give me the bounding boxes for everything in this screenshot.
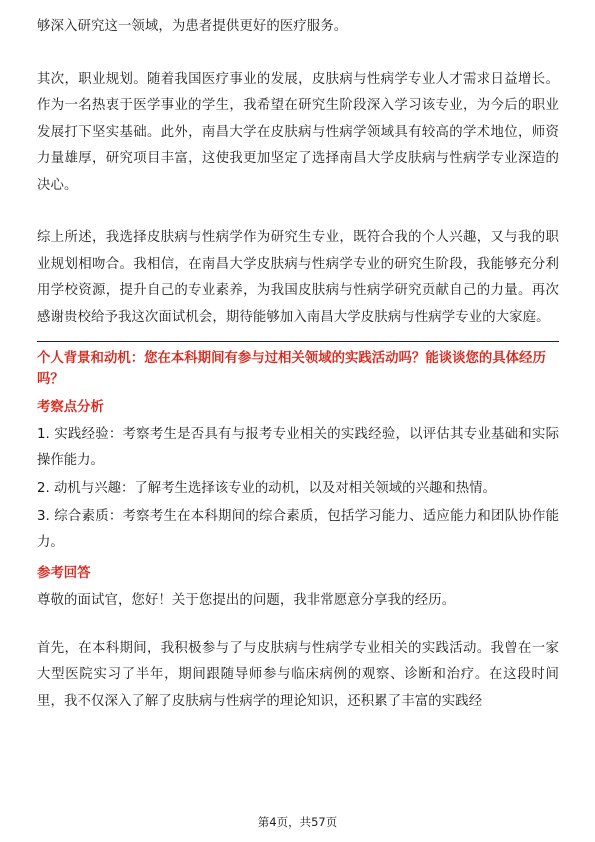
section-divider	[37, 341, 559, 342]
answer-paragraph: 首先，在本科期间，我积极参与了与皮肤病与性病学专业相关的实践活动。我曾在一家大型医院实习了半年，期间跟随导师参与临床病例的观察、诊断和治疗。在这段时间里，我不仅深入了解了皮肤病与性病学的理论知识，还积累了丰富的实践经	[37, 640, 559, 709]
analysis-item: 3. 综合素质：考察考生在本科期间的综合素质，包括学习能力、适应能力和团队协作能力。	[37, 509, 559, 550]
body-paragraph: 够深入研究这一领域，为患者提供更好的医疗服务。	[37, 19, 348, 34]
analysis-item: 1. 实践经验：考察考生是否具有与报考专业相关的实践经验，以评估其专业基础和实际操作能力。	[37, 427, 559, 468]
analysis-item: 2. 动机与兴趣：了解考生选择该专业的动机，以及对相关领域的兴趣和热情。	[37, 481, 496, 496]
page-number: 第4页，共57页	[257, 815, 338, 829]
page-content	[37, 14, 559, 715]
body-paragraph: 综上所述，我选择皮肤病与性病学作为研究生专业，既符合我的个人兴趣，又与我的职业规划相吻合。我相信，在南昌大学皮肤病与性病学专业的研究生阶段，我能够充分利用学校资源，提升自己的专业素养，为我国皮肤病与性病学研究贡献自己的力量。再次感谢贵校给予我这次面试机会，期待能够加入南昌大学皮肤病与性病学专业的大家庭。	[37, 230, 559, 325]
answer-greeting: 尊敬的面试官，您好！关于您提出的问题，我非常愿意分享我的经历。	[37, 593, 456, 608]
body-paragraph: 其次，职业规划。随着我国医疗事业的发展，皮肤病与性病学专业人才需求日益增长。作为一名热衷于医学事业的学生，我希望在研究生阶段深入学习该专业，为今后的职业发展打下坚实基础。此外，南昌大学在皮肤病与性病学领域具有较高的学术地位，师资力量雄厚，研究项目丰富，这使我更加坚定了选择南昌大学皮肤病与性病学专业深造的决心。	[37, 71, 559, 193]
interview-question: 个人背景和动机：您在本科期间有参与过相关领域的实践活动吗？能谈谈您的具体经历吗？	[37, 351, 546, 387]
analysis-heading: 考察点分析	[37, 400, 104, 415]
answer-heading: 参考回答	[37, 566, 91, 581]
